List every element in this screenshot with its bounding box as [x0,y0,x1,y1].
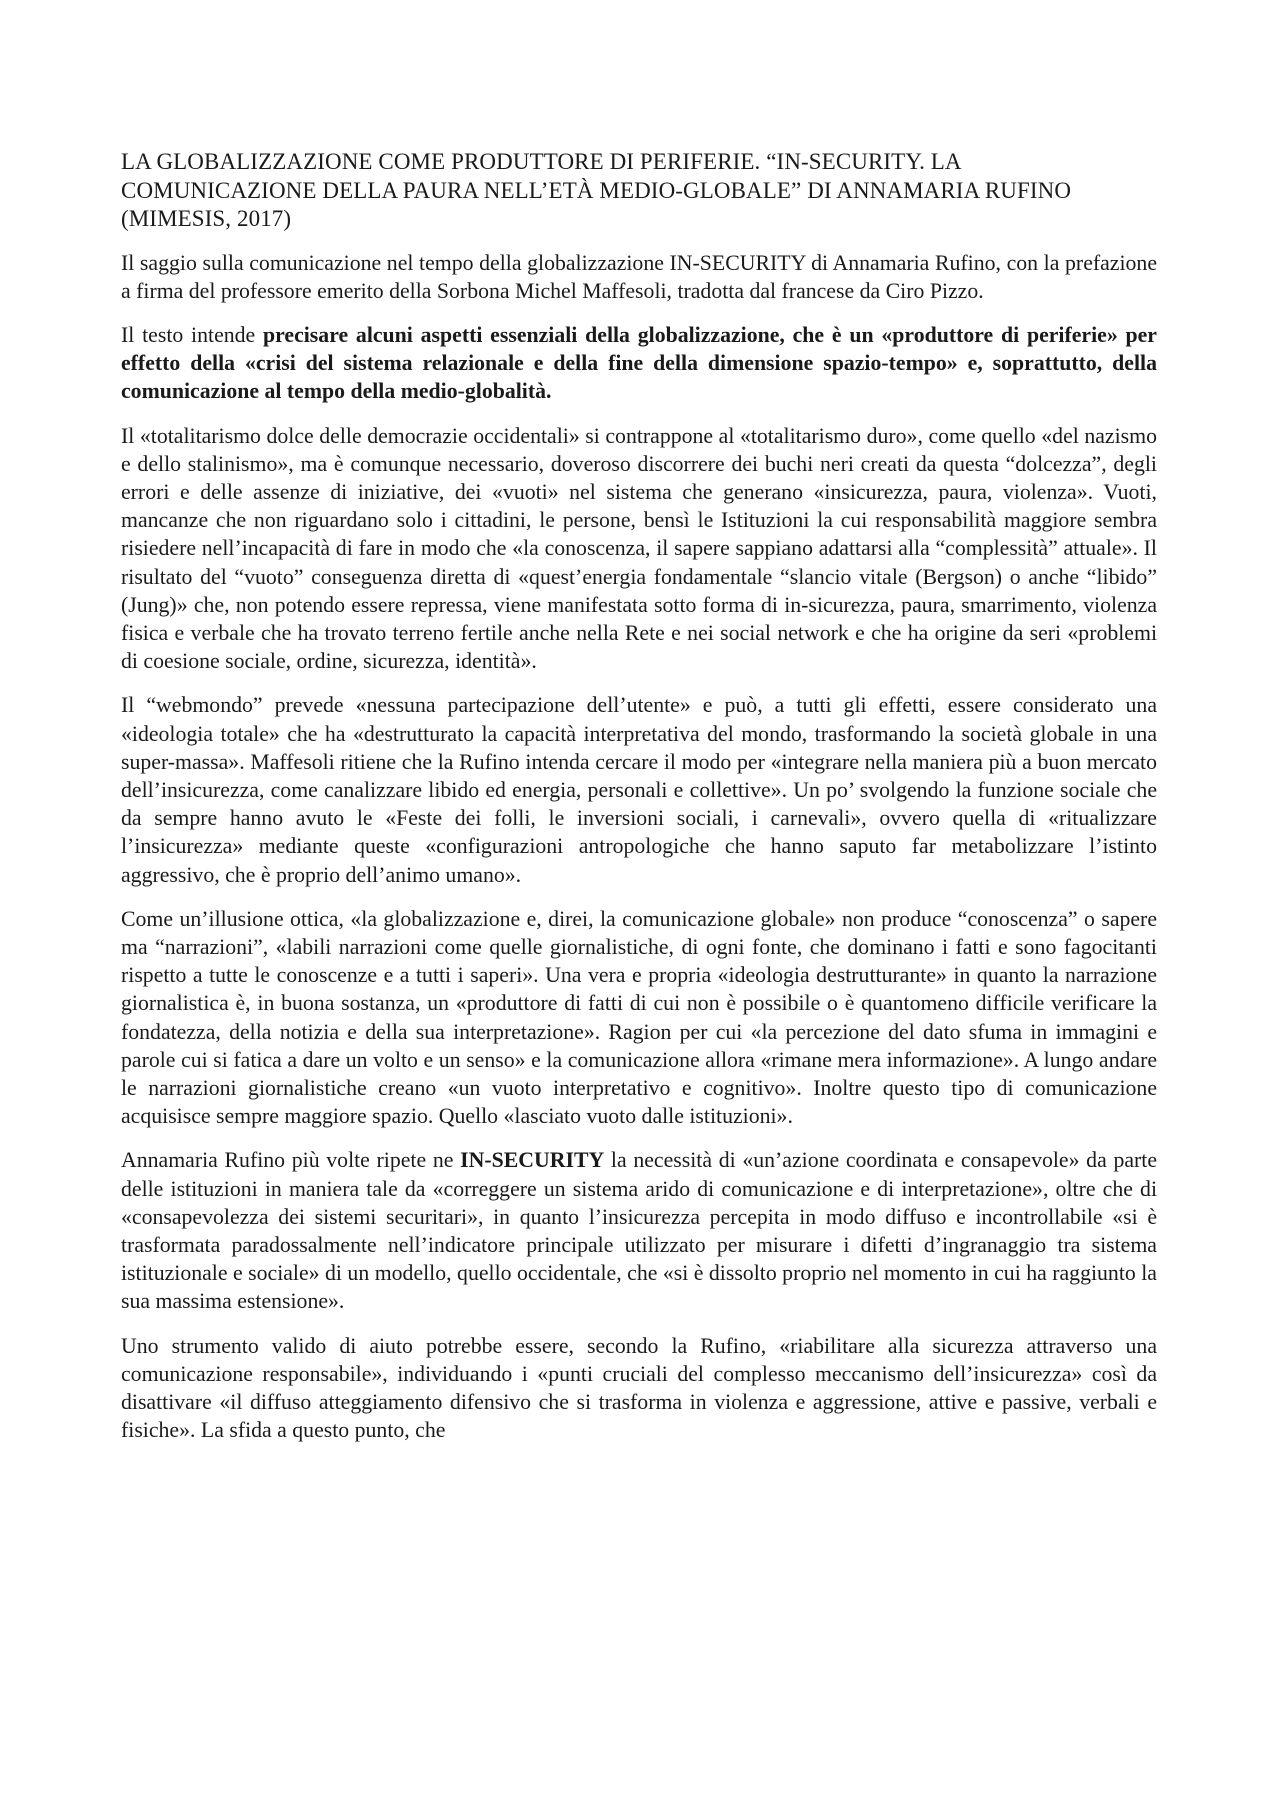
paragraph-narrations: Come un’illusione ottica, «la globalizzazione e, direi, la comunicazione globale» non produce “conoscenza” o sapere ma “narrazioni”, «labili narrazioni come quelle giornalistiche, di ogni fonte, che dominano i fatti e sono fagocitanti rispetto a tutte le conoscenze e a tutti i saperi». Una vera e propria «ideologia destrutturante» in quanto la narrazione giornalistica è, in buona sostanza, un «produttore di fatti di cui non è possibile o è quantomeno difficile verificare la fondatezza, della notizia e della sua interpretazione». Ragion per cui «la percezione del dato sfuma in immagini e parole cui si fatica a dare un volto e un senso» e la comunicazione allora «rimane mera informazione». A lungo andare le narrazioni giornalistiche creano «un vuoto interpretativo e cognitivo». Inoltre questo tipo di comunicazione acquisisce sempre maggiore spazio. Quello «lasciato vuoto dalle istituzioni». [121,906,1157,1129]
paragraph-institutions-lead: Annamaria Rufino più volte ripete ne [121,1148,461,1173]
paragraph-thesis-bold: precisare alcuni aspetti essenziali della globalizzazione, che è un «produttore di periferie» per effetto della «crisi del sistema relazionale e della fine della dimensione spazio-tempo» e, soprattutto, della comunicazione al tempo della medio-globalità. [121,322,1157,404]
paragraph-tool: Uno strumento valido di aiuto potrebbe essere, secondo la Rufino, «riabilitare alla sicurezza attraverso una comunicazione responsabile», individuando i «punti cruciali del complesso meccanismo dell’insicurezza» così da disattivare «il diffuso atteggiamento difensivo che si trasforma in violenza e aggressione, attive e passive, verbali e fisiche». La sfida a questo punto, che [121,1333,1157,1443]
paragraph-institutions-rest: la necessità di «un’azione coordinata e consapevole» da parte delle istituzioni in maniera tale da «correggere un sistema arido di comunicazione e di interpretazione», oltre che di «consapevolezza dei sistemi securitari», in quanto l’insicurezza percepita in modo diffuso e incontrollabile «si è trasformata paradossalmente nell’indicatore principale utilizzato per misurare i difetti d’ingranaggio tra sistema istituzionale e sociale» di un modello, quello occidentale, che «si è dissolto proprio nel momento in cui ha raggiunto la sua massima estensione». [121,1148,1158,1314]
paragraph-webmondo: Il “webmondo” prevede «nessuna partecipazione dell’utente» e può, a tutti gli effetti, essere considerato una «ideologia totale» che ha «destrutturato la capacità interpretativa del mondo, trasformando la società globale in una super-massa». Maffesoli ritiene che la Rufino intenda cercare il modo per «integrare nella maniera più a buon mercato dell’insicurezza, come canalizzare libido ed energia, personali e collettive». Un po’ svolgendo la funzione sociale che da sempre hanno avuto le «Feste dei folli, le inversioni sociali, i carnevali», ovvero quella di «ritualizzare l’insicurezza» mediante queste «configurazioni antropologiche che hanno saputo far metabolizzare l’istinto aggressivo, che è proprio dell’animo umano». [121,693,1157,887]
paragraph-intro: Il saggio sulla comunicazione nel tempo della globalizzazione IN-SECURITY di Annamaria Rufino, con la prefazione a firma del professore emerito della Sorbona Michel Maffesoli, tradotta dal francese da Ciro Pizzo. [121,250,1157,303]
book-title-bold: IN-SECURITY [460,1148,605,1173]
paragraph-institutions [121,1146,1157,1315]
paragraph-thesis [121,321,1157,406]
paragraph-totalitarianism: Il «totalitarismo dolce delle democrazie occidentali» si contrappone al «totalitarismo duro», come quello «del nazismo e dello stalinismo», ma è comunque necessario, doveroso discorrere dei buchi neri creati da questa “dolcezza”, degli errori e delle assenze di iniziative, dei «vuoti» nel sistema che generano «insicurezza, paura, violenza». Vuoti, mancanze che non riguardano solo i cittadini, le persone, bensì le Istituzioni la cui responsabilità maggiore sembra risiedere nell’incapacità di fare in modo che «la conoscenza, il sapere sappiano adattarsi alla “complessità” attuale». Il risultato del “vuoto” conseguenza diretta di «quest’energia fondamentale “slancio vitale (Bergson) o anche “libido” (Jung)» che, non potendo essere repressa, viene manifestata sotto forma di in-sicurezza, paura, smarrimento, violenza fisica e verbale che ha trovato terreno fertile anche nella Rete e nei social network e che ha origine da seri «problemi di coesione sociale, ordine, sicurezza, identità». [121,423,1157,674]
article-title: LA GLOBALIZZAZIONE COME PRODUTTORE DI PERIFERIE. “IN-SECURITY. LA COMUNICAZIONE DELLA PAURA NELL’ETÀ MEDIO-GLOBALE” DI ANNAMARIA RUFINO (MIMESIS, 2017) [121,149,1072,231]
document-body [121,148,1157,1444]
paragraph-thesis-lead: Il testo intende [121,322,263,347]
